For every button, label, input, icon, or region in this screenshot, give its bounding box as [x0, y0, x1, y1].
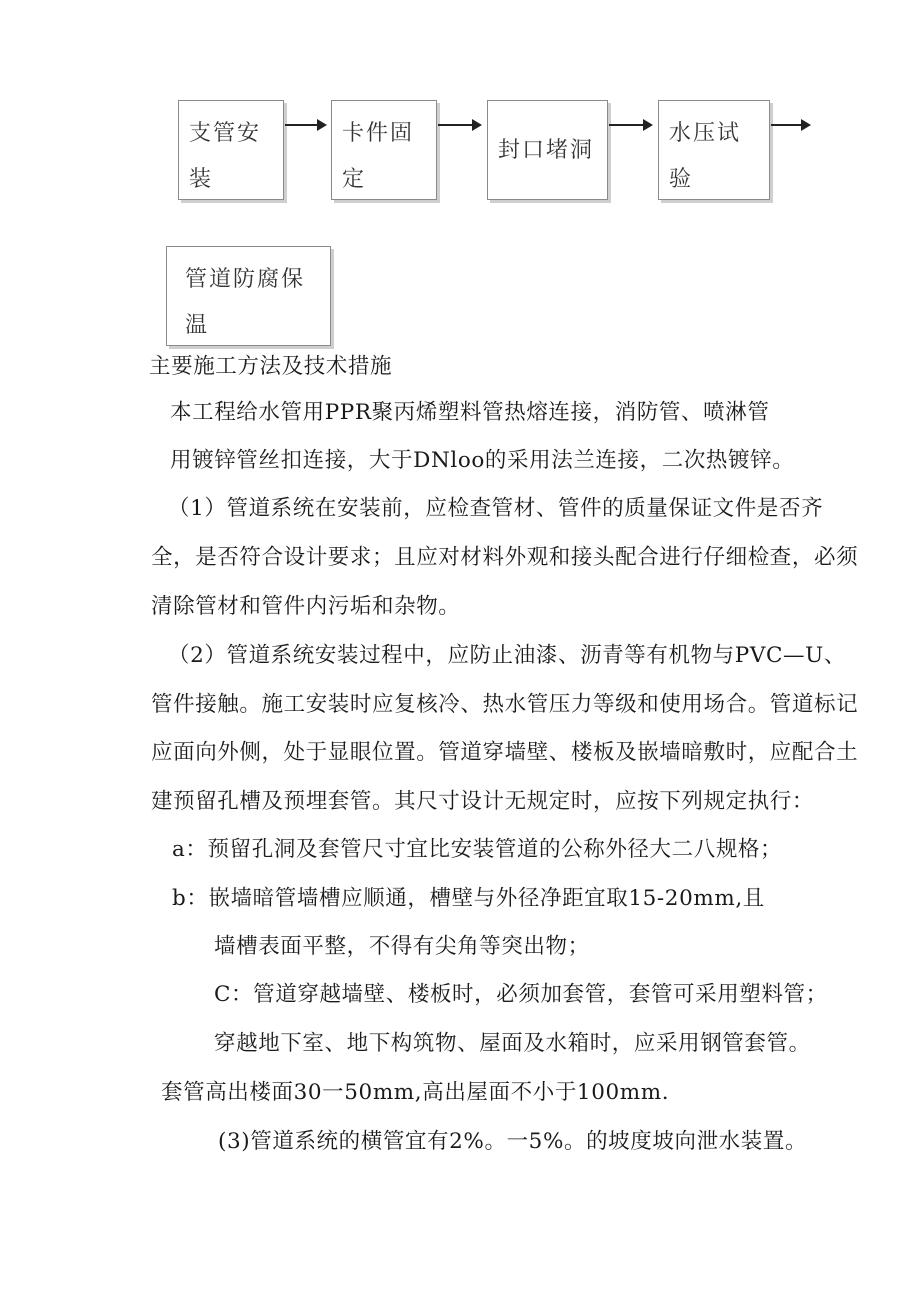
flow-box-label: 管道防腐保温	[185, 267, 306, 338]
paragraph-line: 清除管材和管件内污垢和杂物。	[151, 594, 461, 619]
list-item-a: a：预留孔洞及套管尺寸宜比安装管道的公称外径大二八规格；	[172, 837, 783, 862]
paragraph-line: 应面向外侧，处于显眼位置。管道穿墙壁、楼板及嵌墙暗敷时，应配合土	[151, 740, 859, 765]
paragraph-line: 用镀锌管丝扣连接，大于DNloo的采用法兰连接，二次热镀锌。	[170, 448, 795, 473]
flow-box-label: 卡件固定	[342, 121, 415, 192]
flow-box-branch-pipe-install	[178, 100, 284, 200]
paragraph-line: 建预留孔槽及预埋套管。其尺寸设计无规定时，应按下列规定执行：	[151, 789, 815, 814]
paragraph-line: 本工程给水管用PPR聚丙烯塑料管热熔连接，消防管、喷淋管	[170, 400, 770, 425]
flow-arrow	[771, 124, 809, 126]
flow-box-seal-holes	[487, 100, 608, 200]
list-item-c: C：管道穿越墙壁、楼板时，必须加套管，套管可采用塑料管；	[214, 982, 828, 1007]
paragraph-line: 全，是否符合设计要求；且应对材料外观和接头配合进行仔细检查，必须	[151, 545, 859, 570]
flow-box-anticorrosion-insulation	[166, 246, 331, 346]
paragraph-line: (3)管道系统的横管宜有2%。一5%。的坡度坡向泄水装置。	[218, 1129, 808, 1154]
paragraph-line: （2）管道系统安装过程中，应防止油漆、沥青等有机物与PVC—U、	[168, 643, 846, 668]
flow-arrow	[438, 124, 480, 126]
flow-arrow	[609, 124, 651, 126]
flow-box-label: 支管安装	[189, 121, 262, 192]
flow-box-label: 封口堵洞	[498, 138, 595, 163]
paragraph-line: 套管高出楼面30一50mm,高出屋面不小于100mm.	[161, 1080, 670, 1105]
flow-box-clamp-fixing	[331, 100, 437, 200]
section-heading: 主要施工方法及技术措施	[149, 354, 393, 379]
paragraph-line: 管件接触。施工安装时应复核冷、热水管压力等级和使用场合。管道标记	[151, 692, 859, 717]
list-item-b-cont: 墙槽表面平整，不得有尖角等突出物；	[214, 934, 590, 959]
paragraph-line: （1）管道系统在安装前，应检查管材、管件的质量保证文件是否齐	[168, 496, 824, 521]
flow-arrow	[285, 124, 325, 126]
flow-box-label: 水压试验	[669, 121, 742, 192]
flow-box-pressure-test	[658, 100, 770, 200]
list-item-b: b：嵌墙暗管墙槽应顺通，槽壁与外径净距宜取15-20mm,且	[172, 886, 765, 911]
list-item-c-cont: 穿越地下室、地下构筑物、屋面及水箱时，应采用钢管套管。	[214, 1031, 811, 1056]
